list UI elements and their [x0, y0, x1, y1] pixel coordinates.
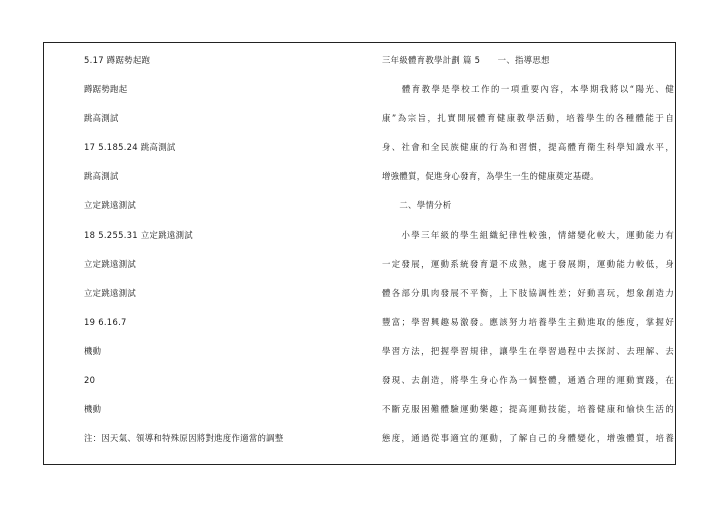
- footnote: 注：因天氣、領導和特殊原因將對進度作適當的調整: [84, 433, 284, 443]
- left-line: 18 5.255.31 立定跳遠測試: [84, 230, 193, 240]
- section-heading: 二、學情分析: [382, 200, 452, 210]
- paragraph-line: 學習方法，把握學習規律，讓學生在學習過程中去探討、去理解、去: [382, 346, 674, 356]
- left-line: 20: [84, 375, 96, 385]
- paragraph-line: 一定發展，運動系統發育還不成熟，處于發展期，運動能力較低，身: [382, 259, 674, 269]
- paragraph-line: 小學三年級的學生組織紀律性較強，情緒變化較大，運動能力有: [382, 230, 674, 240]
- left-line: 17 5.185.24 跳高測試: [84, 142, 176, 152]
- paragraph-line: 體各部分肌肉發展不平衡，上下肢協調性差；好動喜玩，想象創造力: [382, 288, 674, 298]
- left-line: 跳高測試: [84, 171, 119, 181]
- left-line: 跳高測試: [84, 113, 119, 123]
- left-line: 立定跳遠測試: [84, 259, 137, 269]
- paragraph-line: 體育教學是學校工作的一項重要內容，本學期我將以“陽光、健: [382, 84, 674, 94]
- left-line: 19 6.16.7: [84, 317, 127, 327]
- paragraph-line: 增強體質，促進身心發育，為學生一生的健康奠定基礎。: [382, 171, 599, 181]
- paragraph-line: 豐富；學習興趣易激發。應該努力培養學生主動進取的態度，掌握好: [382, 317, 674, 327]
- left-line: 立定跳遠測試: [84, 200, 137, 210]
- paragraph-line: 康”為宗旨，扎實開展體育健康教學活動，培養學生的各種體能于自: [382, 113, 674, 123]
- left-line: 5.17 蹲踞勢起跑: [84, 55, 151, 65]
- left-line: 機動: [84, 404, 102, 414]
- section-heading: 三年級體育教學計劃 篇 5 一、指導思想: [382, 55, 550, 65]
- page-frame: [43, 42, 676, 465]
- paragraph-line: 身、社會和全民族健康的行為和習慣，提高體育衛生科學知識水平，: [382, 142, 674, 152]
- left-line: 立定跳遠測試: [84, 288, 137, 298]
- paragraph-line: 態度，通過從事適宜的運動，了解自己的身體變化，增強體質，培養: [382, 433, 674, 443]
- left-line: 機動: [84, 346, 102, 356]
- left-line: 蹲踞勢跑起: [84, 84, 128, 94]
- paragraph-line: 不斷克服困難體驗運動樂趣；提高運動技能，培養健康和愉快生活的: [382, 404, 674, 414]
- paragraph-line: 發現、去創造，將學生身心作為一個整體，通過合理的運動實踐，在: [382, 375, 674, 385]
